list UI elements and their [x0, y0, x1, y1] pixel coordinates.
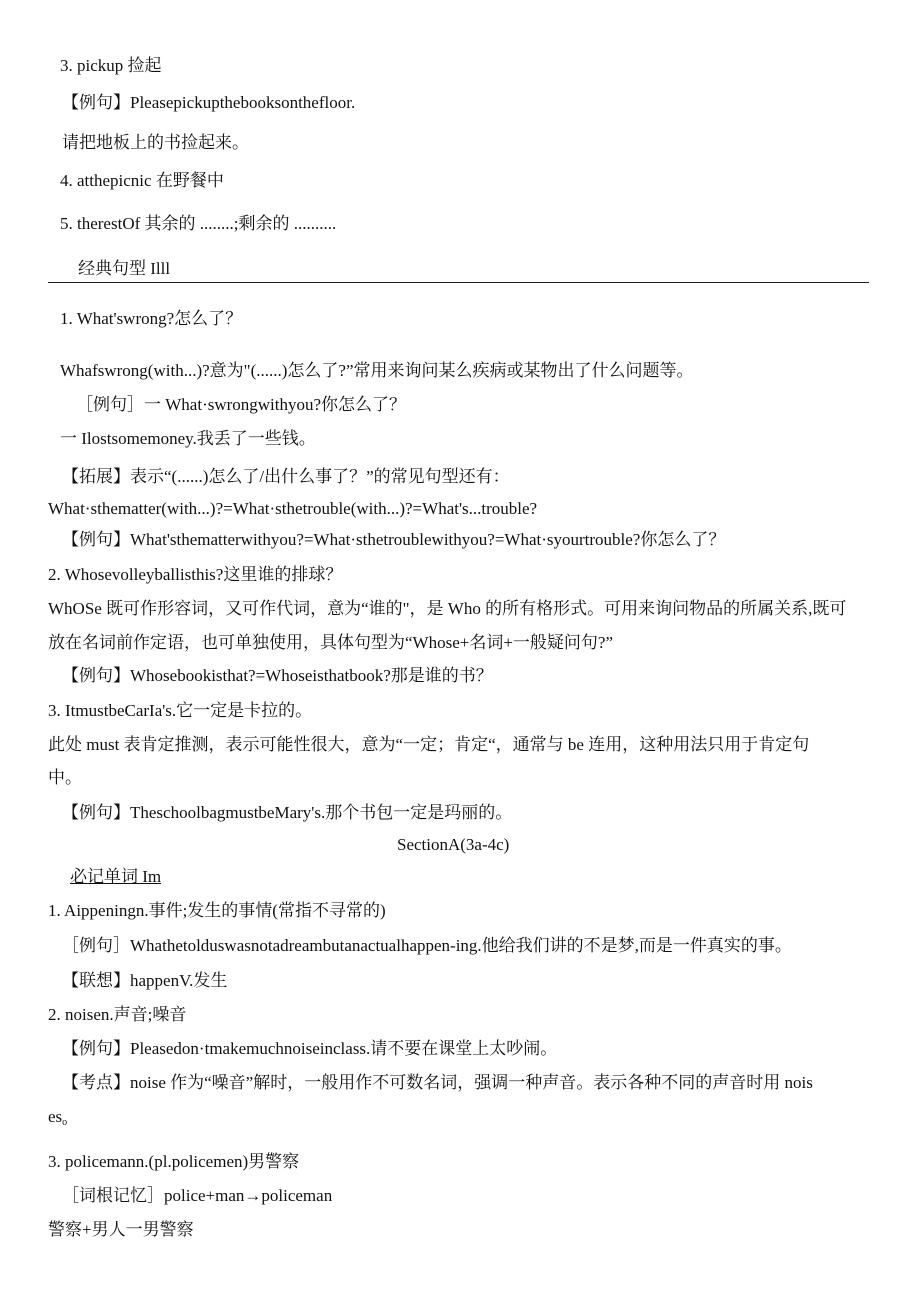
pattern-whats-wrong: 1. What'swrong?怎么了？	[60, 309, 243, 328]
example-noise: 【例句】Pleasedon·tmakemuchnoiseinclass.请不要在课堂上太吵闹。	[62, 1039, 558, 1058]
vocab-noise: 2. noisen.声音;噪音	[48, 1005, 187, 1024]
section-heading-vocabulary: 必记单词 Im	[70, 867, 162, 886]
pattern-must-be-carlas: 3. ItmustbeCarIa's.它一定是卡拉的。	[48, 701, 313, 720]
noises-subscript: o	[62, 1117, 68, 1128]
extension-intro: 【拓展】表示“(......)怎么了/出什么事了？”的常见句型还有：	[62, 467, 510, 486]
explanation-must-line1: 此处 must 表肯定推测，表示可能性很大，意为“一定；肯定“，通常与 be 连用，这种用法只用于肯定句	[48, 735, 810, 754]
item-pickup: 3. pickup 捡起	[60, 56, 162, 75]
section-divider	[48, 282, 869, 283]
item-atthepicnic: 4. atthepicnic 在野餐中	[60, 171, 224, 190]
example-whats-the-matter: 【例句】What'sthematterwithyou?=What·sthetroublewithyou?=What·syourtrouble?你怎么了？	[62, 530, 726, 549]
example-whose-book: 【例句】Whosebookisthat?=Whoseisthatbook?那是谁的书？	[62, 666, 493, 685]
section-heading-sentence-patterns: 经典句型 Illl	[78, 259, 171, 278]
root-memory-policeman: ［词根记忆］police+man→policeman	[62, 1186, 333, 1205]
item-therestof: 5. therestOf 其余的 ........;剩余的 ..........	[60, 214, 337, 233]
root-memory-policeman-chinese: 警察+男人一男警察	[48, 1220, 194, 1239]
section-title-sectiona: SectionA(3a-4c)	[397, 835, 510, 854]
exam-point-noise-continued	[48, 1106, 67, 1134]
explanation-whose-line1: WhOSe 既可作形容词，又可作代词，意为“谁的"，是 Who 的所有格形式。可用来询问物品的所属关系,既可	[48, 599, 847, 618]
example-happening: ［例句］Whathetoldu​swasnotadreambutanactualhappen-ing.他给我们讲的不是梦,而是一件真实的事。	[62, 936, 792, 955]
explanation-whose-line2: 放在名词前作定语，也可单独使用，具体句型为“Whose+名词+一般疑问句?”	[48, 633, 614, 652]
translation-pickup: 请把地板上的书捡起来。	[62, 133, 249, 152]
example-must-be-marys: 【例句】TheschoolbagmustbeMary's.那个书包一定是玛丽的。	[62, 803, 513, 822]
vocab-policeman: 3. policemann.(pl.policemen)男警察	[48, 1152, 300, 1171]
pattern-whose-volleyball: 2. Whosevolleyballisthis?这里谁的排球？	[48, 565, 343, 584]
noises-word-tail: es	[48, 1107, 63, 1126]
explanation-whats-wrong: Whafswrong(with...)?意为"(......)怎么了?”常用来询问某么疾病或某物出了什么问题等。	[60, 361, 694, 380]
example-whats-wrong-answer: 一 Ilostsomemoney.我丢了一些钱。	[60, 429, 316, 448]
exam-point-noise: 【考点】noise 作为“噪音”解时，一般用作不可数名词，强调一种声音。表示各种不同的声音时用 nois	[62, 1073, 813, 1092]
explanation-must-line2: 中。	[48, 768, 82, 787]
example-pickup: 【例句】Pleasepickupthebooksonthefloor.	[62, 93, 356, 112]
association-happen: 【联想】happenV.发生	[62, 971, 228, 990]
vocab-happening: 1. Aippeningn.事件;发生的事情(常指不寻常的)	[48, 901, 386, 920]
example-whats-wrong-question: ［例句］一 What·swrongwithyou?你怎么了？	[76, 395, 407, 414]
extension-patterns: What·sthematter(with...)?=What·sthetrouble(with...)?=What's...trouble?	[48, 499, 538, 518]
